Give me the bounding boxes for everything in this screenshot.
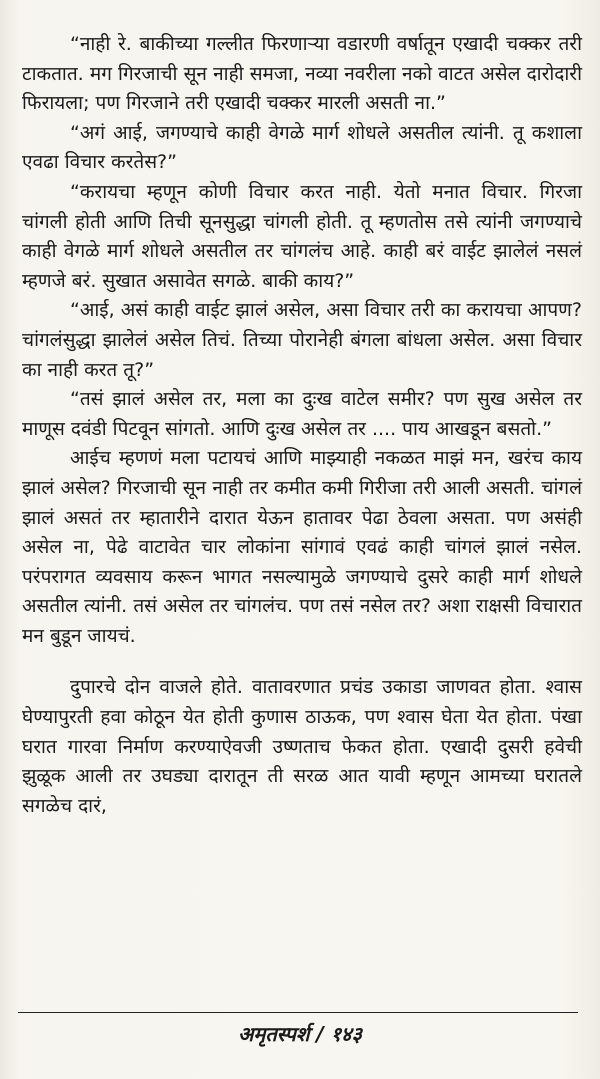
paragraph-1: “नाही रे. बाकीच्या गल्लीत फिरणाऱ्या वडारणी वर्षातून एखादी चक्कर तरी टाकतात. मग गिरजाची सून नाही समजा, नव्या नवरीला नको वाटत असेल दारोदारी फिरायला; पण गिरजाने तरी एखादी चक्कर मारली असती ना.”	[22, 33, 582, 115]
paragraph-7: दुपारचे दोन वाजले होते. वातावरणात प्रचंड उकाडा जाणवत होता. श्वास घेण्यापुरती हवा कोठून येत होती कुणास ठाऊक, पण श्वास घेता येत होता. पंखा घरात गारवा निर्माण करण्याऐवजी उष्णताच फेकत होता. एखादी दुसरी हवेची झुळूक आली तर उघड्या दारातून ती सरळ आत यावी म्हणून आमच्या घरातले सगळेच दारं,	[22, 676, 582, 817]
footer-rule	[18, 1012, 578, 1013]
paragraph-5: “तसं झालं असेल तर, मला का दुःख वाटेल समीर? पण सुख असेल तर माणूस दवंडी पिटवून सांगतो. आणि दुःख असेल तर .... पाय आखडून बसतो.”	[22, 388, 582, 440]
paragraph-3: “करायचा म्हणून कोणी विचार करत नाही. येतो मनात विचार. गिरजा चांगली होती आणि तिची सूनसुद्धा चांगली होती. तू म्हणतोस तसे त्यांनी जगण्याचे काही वेगळे मार्ग शोधले असतील तर चांगलंच आहे. काही बरं वाईट झालेलं नसलं म्हणजे बरं. सुखात असावेत सगळे. बाकी काय?”	[22, 180, 582, 292]
paragraph-6: आईच म्हणणं मला पटायचं आणि माझ्याही नकळत माझं मन, खरंच काय झालं असेल? गिरजाची सून नाही तर कमीत कमी गिरीजा तरी आली असती. चांगलं झालं असतं तर म्हातारीने दारात येऊन हातावर पेढा ठेवला असता. पण असंही असेल ना, पेढे वाटावेत चार लोकांना सांगावं एवढं काही चांगलं झालं नसेल. परंपरागत व्यवसाय करून भागत नसल्यामुळे जगण्याचे दुसरे काही मार्ग शोधले असतील त्यांनी. तसं असेल तर चांगलंच. पण तसं नसेल तर? अशा राक्षसी विचारात मन बुडून जायचं.	[22, 447, 582, 647]
paragraph-2: “अगं आई, जगण्याचे काही वेगळे मार्ग शोधले असतील त्यांनी. तू कशाला एवढा विचार करतेस?”	[22, 121, 582, 174]
paragraph-4: “आई, असं काही वाईट झालं असेल, असा विचार तरी का करायचा आपण? चांगलंसुद्धा झालेलं असेल तिचं. तिच्या पोरानेही बंगला बांधला असेल. असा विचार का नाही करत तू?”	[22, 299, 582, 381]
body-text	[22, 30, 582, 821]
page-footer: अमृतस्पर्श / १४३	[238, 1022, 362, 1046]
